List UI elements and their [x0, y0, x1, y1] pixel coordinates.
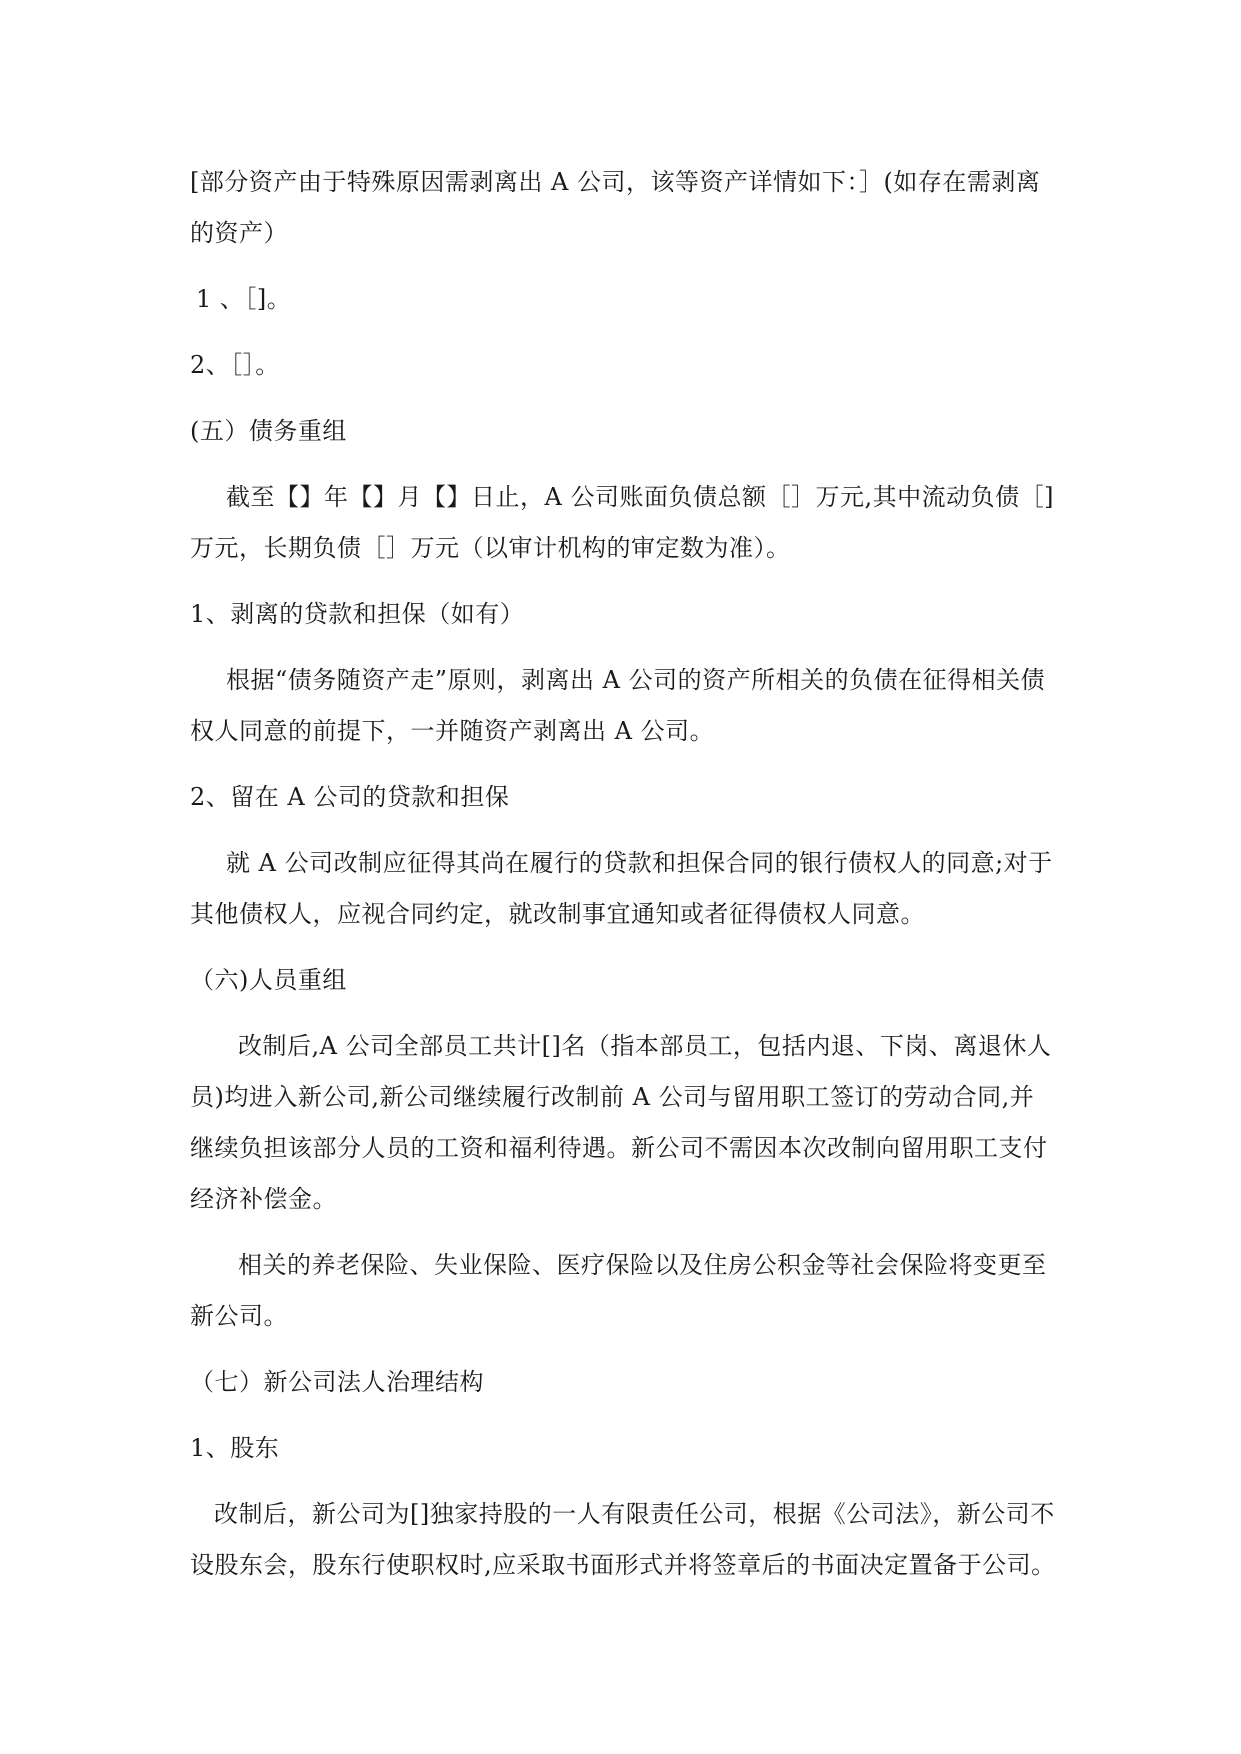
paragraph-debt-total: 截至【】年【】月【】日止，A 公司账面负债总额［］万元,其中流动负债［]万元，长期负债［］万元（以审计机构的审定数为准）。	[190, 483, 1054, 562]
paragraph-asset-divestment: [部分资产由于特殊原因需剥离出 A 公司，该等资产详情如下：］(如存在需剥离的资产）	[190, 168, 1041, 247]
paragraph-shareholder: 改制后，新公司为[]独家持股的一人有限责任公司，根据《公司法》，新公司不设股东会，股东行使职权时,应采取书面形式并将签章后的书面决定置备于公司。	[190, 1500, 1056, 1579]
section-heading-debt-restructuring: (五）债务重组	[190, 417, 347, 445]
section-heading-governance: （七）新公司法人治理结构	[190, 1368, 484, 1396]
document-body	[190, 157, 1056, 1591]
paragraph-retained-loans: 就 A 公司改制应征得其尚在履行的贷款和担保合同的银行债权人的同意;对于其他债权人，应视合同约定，就改制事宜通知或者征得债权人同意。	[190, 849, 1053, 928]
section-heading-personnel-restructuring: （六)人员重组	[190, 966, 347, 994]
list-item-2: 2、［］。	[190, 351, 280, 379]
list-item-1: 1 、［]。	[196, 285, 292, 313]
paragraph-social-insurance: 相关的养老保险、失业保险、医疗保险以及住房公积金等社会保险将变更至新公司。	[190, 1251, 1047, 1330]
subheading-divested-loans: 1、剥离的贷款和担保（如有）	[190, 600, 525, 628]
subheading-shareholder: 1、股东	[190, 1434, 280, 1462]
paragraph-divested-loans: 根据“债务随资产走”原则，剥离出 A 公司的资产所相关的负债在征得相关债权人同意的前提下，一并随资产剥离出 A 公司。	[190, 666, 1046, 745]
paragraph-personnel: 改制后,A 公司全部员工共计[]名（指本部员工，包括内退、下岗、离退休人员)均进入新公司,新公司继续履行改制前 A 公司与留用职工签订的劳动合同,并继续负担该部分人员的工资和福利待遇。新公司不需因本次改制向留用职工支付经济补偿金。	[190, 1032, 1052, 1213]
subheading-retained-loans: 2、留在 A 公司的贷款和担保	[190, 783, 510, 811]
